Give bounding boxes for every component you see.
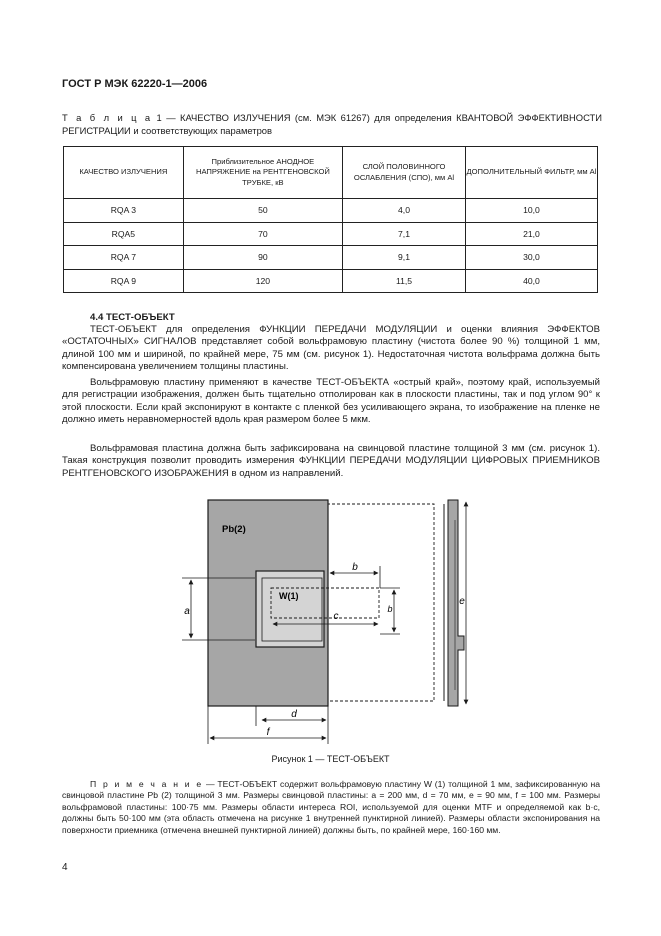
paragraph: Вольфрамовая пластина должна быть зафиксирована на свинцовой пластине толщиной 3 мм (см. рисунок 1). Такая конструкция позволит проводить измерения ФУНКЦИИ ПЕРЕДАЧИ МОДУЛЯЦИИ ЦИФРОВЫХ ПРИЕМНИКОВ РЕНТГЕНОВСКОГО ИЗОБРАЖЕНИЯ в одном из направлений. (62, 443, 600, 479)
table-cell: RQA 9 (64, 269, 184, 293)
table-cell: 90 (183, 246, 342, 270)
label-b-vertical: b (387, 604, 393, 614)
label-tungsten-plate: W(1) (279, 591, 299, 601)
table-header-cell: ДОПОЛНИТЕЛЬНЫЙ ФИЛЬТР, мм Al (465, 147, 597, 199)
label-d: d (291, 709, 297, 720)
note-label: П р и м е ч а н и е (90, 779, 204, 789)
label-a: a (184, 606, 190, 617)
table-cell: 120 (183, 269, 342, 293)
table-cell: 7,1 (343, 222, 466, 246)
note (62, 779, 600, 836)
table-caption-text: 1 — КАЧЕСТВО ИЗЛУЧЕНИЯ (см. МЭК 61267) для определения КВАНТОВОЙ ЭФФЕКТИВНОСТИ РЕГИСТРАЦИИ и соответствующих параметров (62, 112, 602, 136)
page-number: 4 (62, 862, 68, 873)
table-header-cell: СЛОЙ ПОЛОВИННОГО ОСЛАБЛЕНИЯ (СПО), мм Al (343, 147, 466, 199)
document-header: ГОСТ Р МЭК 62220-1—2006 (62, 78, 208, 90)
table-cell: 40,0 (465, 269, 597, 293)
table-cell: 50 (183, 199, 342, 223)
table-cell: RQA5 (64, 222, 184, 246)
table-cell: 9,1 (343, 246, 466, 270)
table-cell: 11,5 (343, 269, 466, 293)
label-e: e (459, 596, 465, 607)
note-text: — ТЕСТ-ОБЪЕКТ содержит вольфрамовую пластину W (1) толщиной 1 мм, зафиксированную на свинцовой пластине Pb (2) толщиной 3 мм. Размеры свинцовой пластины: a = 200 мм, d = 70 мм, e = 90 мм, f = 100 мм. Размеры вольфрамовой пластины: 100·75 мм. Размеры области интереса ROI, используемой для оценки MTF и определяемой как b·c, должны быть 50·100 мм (эта область отмечена на рисунке 1 внутренней пунктирной линией). Размеры области экспонирования на поверхности приемника (отмечена внешней пунктирной линией) должны быть, по крайней мере, 160·160 мм. (62, 779, 600, 835)
label-lead-plate: Pb(2) (222, 524, 246, 535)
table-cell: RQA 7 (64, 246, 184, 270)
table-caption-label: Т а б л и ц а (62, 112, 153, 123)
figure-caption: Рисунок 1 — ТЕСТ-ОБЪЕКТ (271, 754, 390, 764)
table-cell: RQA 3 (64, 199, 184, 223)
section-title: 4.4 ТЕСТ-ОБЪЕКТ (90, 312, 175, 323)
table-cell: 70 (183, 222, 342, 246)
tungsten-plate (256, 571, 324, 647)
table-header-cell: Приблизительное АНОДНОЕ НАПРЯЖЕНИЕ на РЕНТГЕНОВСКОЙ ТРУБКЕ, кВ (183, 147, 342, 199)
table-header-cell: КАЧЕСТВО ИЗЛУЧЕНИЯ (64, 147, 184, 199)
paragraph: Вольфрамовую пластину применяют в качестве ТЕСТ-ОБЪЕКТА «острый край», поэтому край, используемый для регистрации изображения, должен быть тщательно отполирован как в плоскости пластины, так и под углом 90° к этой плоскости. Если край экспонируют в контакте с пленкой без усиливающего экрана, то изображение на пленке не должно иметь неравномерностей вдоль края размером более 5 мкм. (62, 377, 600, 426)
table-cell: 21,0 (465, 222, 597, 246)
table-cell: 30,0 (465, 246, 597, 270)
paragraph: ТЕСТ-ОБЪЕКТ для определения ФУНКЦИИ ПЕРЕДАЧИ МОДУЛЯЦИИ и оценки влияния ЭФФЕКТОВ «ОСТАТОЧНЫХ» СИГНАЛОВ представляет собой вольфрамовую пластину (чистота более 90 %) толщиной 1 мм, длиной 100 мм и шириной, по крайней мере, 75 мм (см. рисунок 1). Недостаточная чистота вольфрама должна быть компенсирована увеличением толщины пластины. (62, 324, 600, 373)
table-cell: 4,0 (343, 199, 466, 223)
label-f: f (266, 727, 270, 738)
label-c: c (333, 611, 339, 622)
table-cell: 10,0 (465, 199, 597, 223)
label-b: b (352, 562, 358, 573)
